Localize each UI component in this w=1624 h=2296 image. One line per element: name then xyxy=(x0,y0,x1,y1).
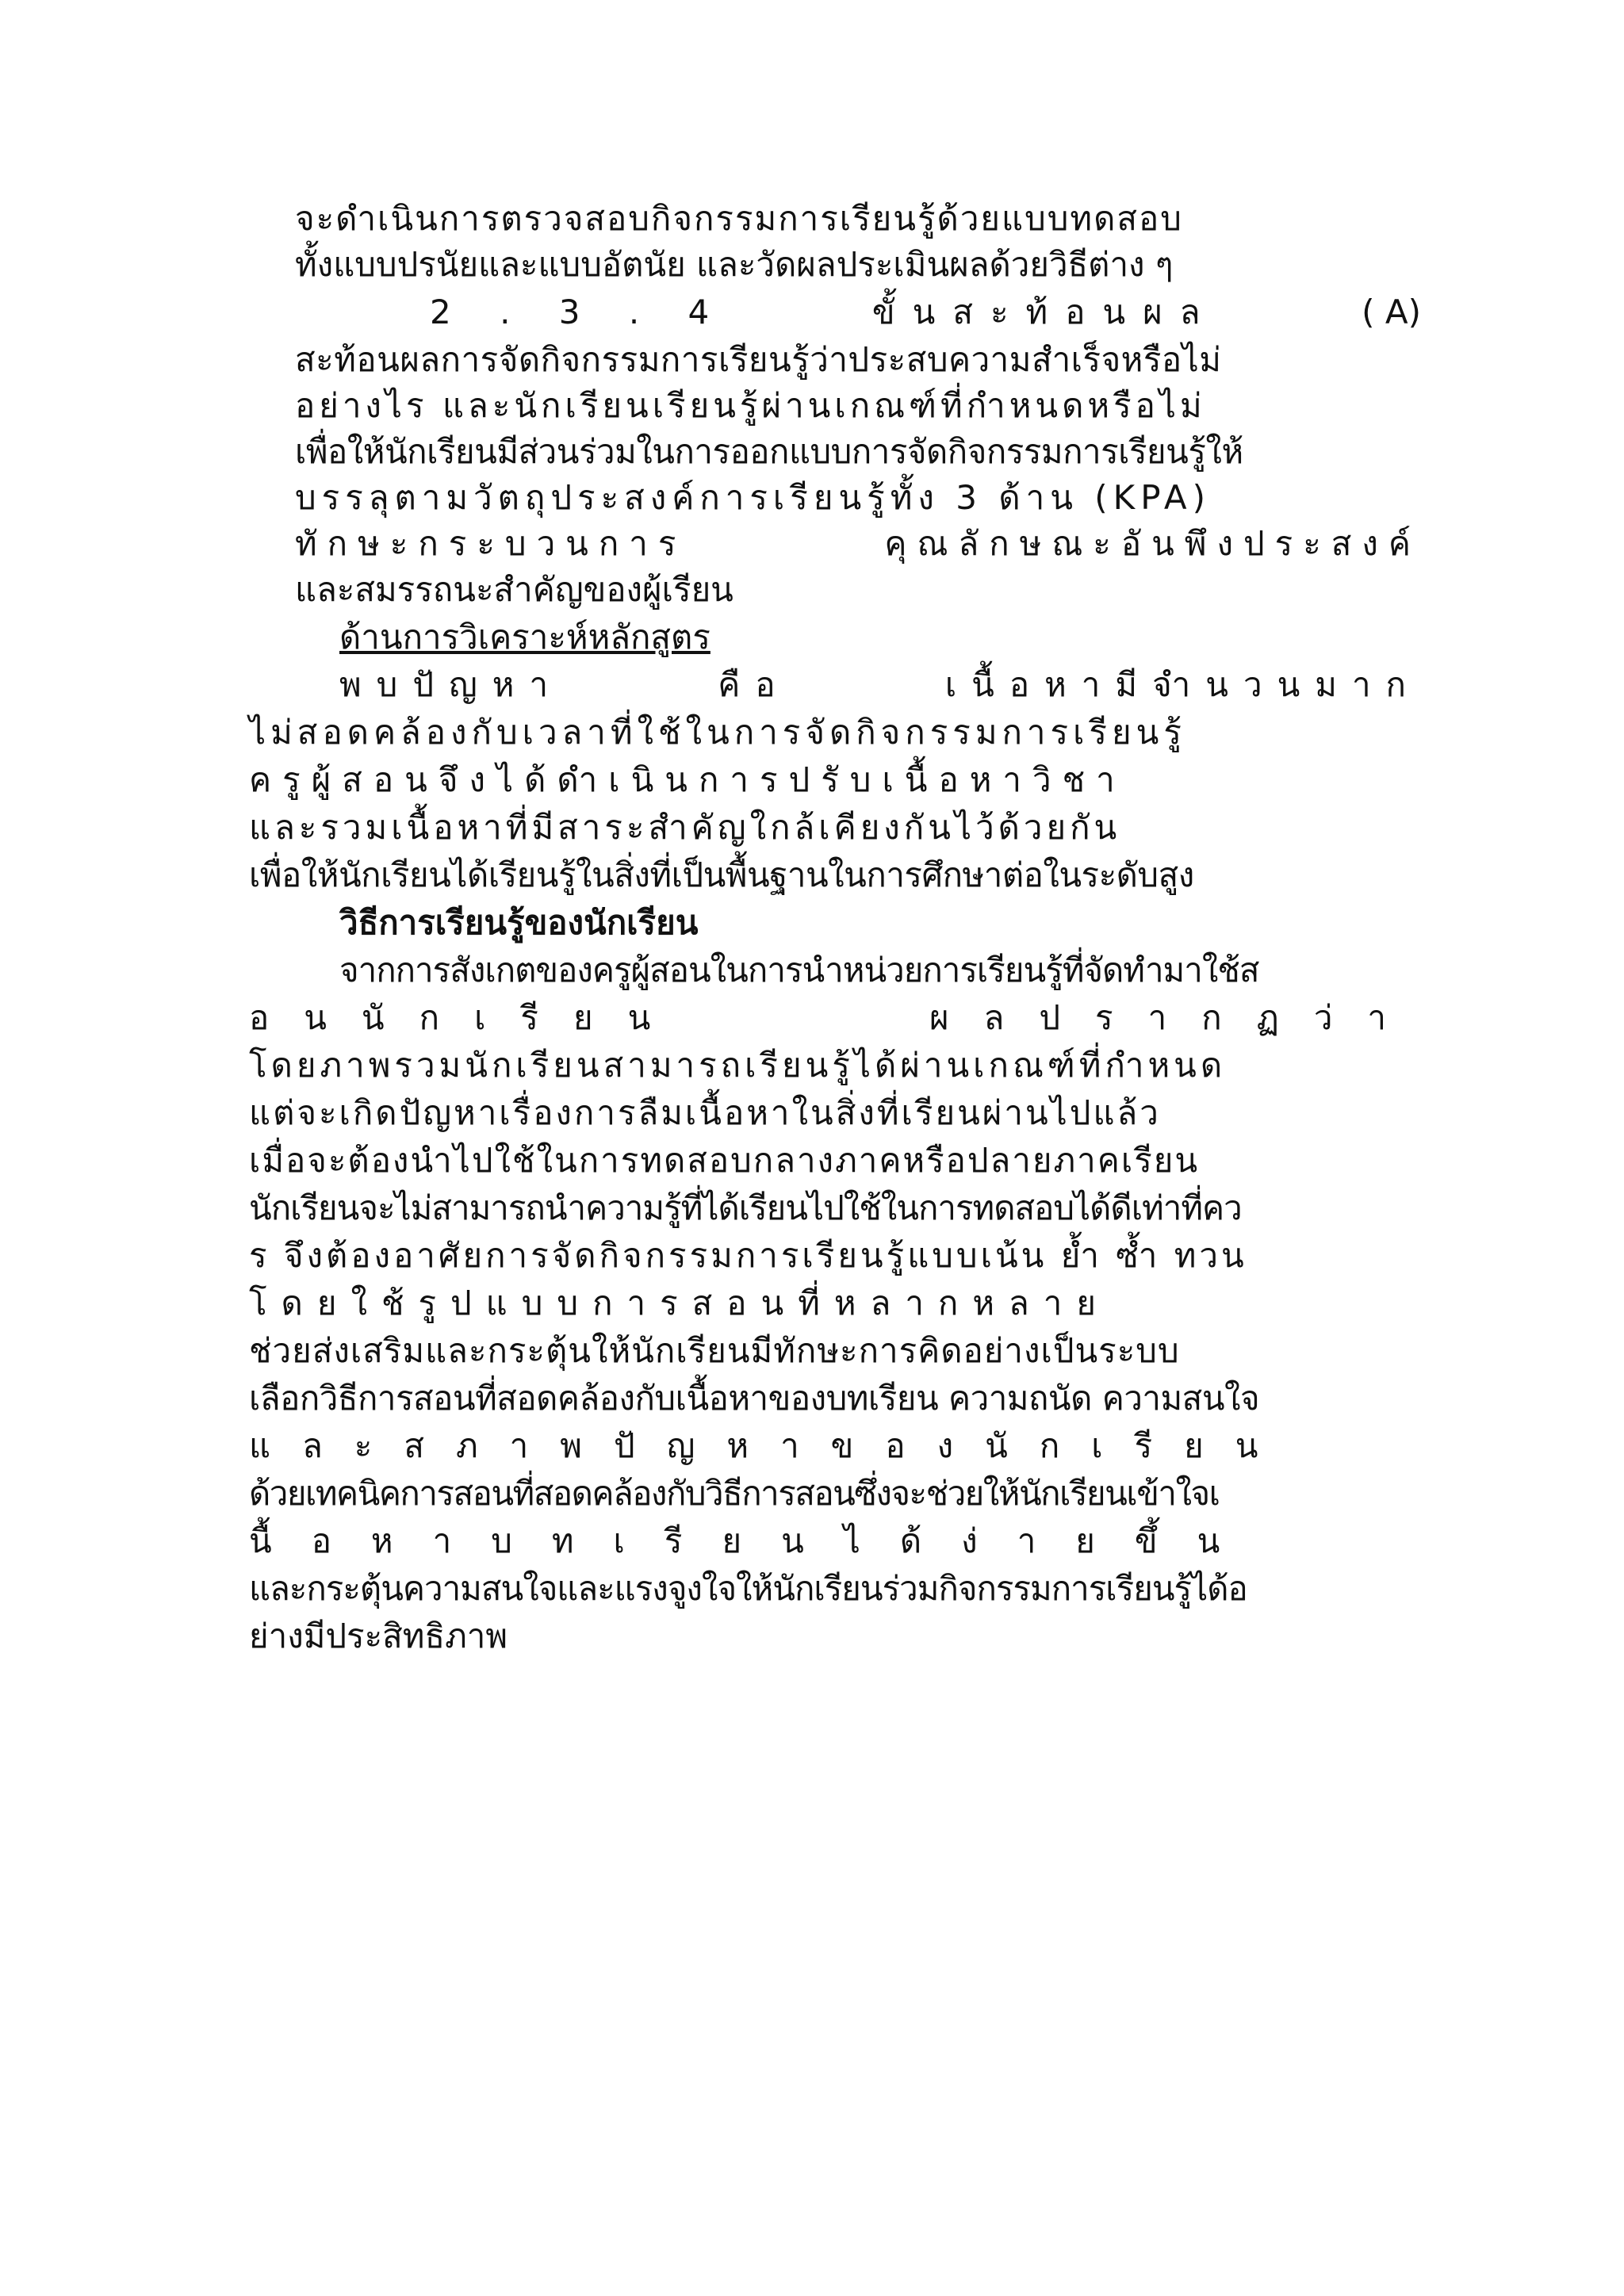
section-code: ( A) xyxy=(1362,293,1421,331)
text-segment: คุณลักษณะอันพึงประสงค์ xyxy=(884,524,1421,563)
text-line: เพื่อให้นักเรียนได้เรียนรู้ในสิ่งที่เป็นพื้นฐานในการศึกษาต่อในระดับสูง xyxy=(249,855,1194,894)
text-line: ไม่สอดคล้องกับเวลาที่ใช้ในการจัดกิจกรรมการเรียนรู้ xyxy=(249,713,1186,752)
justified-line xyxy=(249,996,1421,1040)
text-line: สะท้อนผลการจัดกิจกรรมการเรียนรู้ว่าประสบความสำเร็จหรือไม่ xyxy=(295,340,1222,379)
text-line: ช่วยส่งเสริมและกระตุ้นให้นักเรียนมีทักษะการคิดอย่างเป็นระบบ xyxy=(249,1331,1180,1370)
text-line: บรรลุตามวัตถุประสงค์การเรียนรู้ทั้ง 3 ด้าน (KPA) xyxy=(295,478,1211,517)
text-line: เมื่อจะต้องนำไปใช้ในการทดสอบกลางภาคหรือปลายภาคเรียน xyxy=(249,1141,1200,1180)
justified-line xyxy=(295,522,1421,566)
text-line: ครูผู้สอนจึงได้ดำเนินการปรับเนื้อหาวิชา xyxy=(249,760,1126,799)
text-line: เลือกวิธีการสอนที่สอดคล้องกับเนื้อหาของบทเรียน ความถนัด ความสนใจ xyxy=(249,1379,1260,1418)
text-segment: คือ xyxy=(718,665,791,704)
text-segment: ผลปรากฏว่า xyxy=(929,998,1421,1037)
justified-line xyxy=(339,663,1421,707)
subheading-curriculum-analysis: ด้านการวิเคราะห์หลักสูตร xyxy=(339,618,710,656)
section-number: 2 . 3 . 4 xyxy=(430,293,729,331)
text-line: ร จึงต้องอาศัยการจัดกิจกรรมการเรียนรู้แบบเน้น ย้ำ ซ้ำ ทวน xyxy=(249,1236,1247,1275)
text-line: โดยใช้รูปแบบการสอนที่หลากหลาย xyxy=(249,1284,1110,1322)
text-line: และสมรรถนะสำคัญของผู้เรียน xyxy=(295,570,733,609)
text-segment: พบปัญหา xyxy=(339,665,564,704)
text-line: และรวมเนื้อหาที่มีสาระสำคัญใกล้เคียงกันไว้ด้วยกัน xyxy=(249,808,1121,847)
text-line: ด้วยเทคนิคการสอนที่สอดคล้องกับวิธีการสอนซึ่งจะช่วยให้นักเรียนเข้าใจเ xyxy=(249,1474,1220,1513)
text-line: และสภาพปัญหาของนักเรียน xyxy=(249,1426,1290,1465)
text-line: เพื่อให้นักเรียนมีส่วนร่วมในการออกแบบการจัดกิจกรรมการเรียนรู้ให้ xyxy=(295,432,1243,471)
text-line: นักเรียนจะไม่สามารถนำความรู้ที่ได้เรียนไปใช้ในการทดสอบได้ดีเท่าที่คว xyxy=(249,1188,1242,1227)
text-line: ทั้งแบบปรนัยและแบบอัตนัย และวัดผลประเมินผลด้วยวิธีต่าง ๆ xyxy=(295,245,1174,284)
text-segment: ทักษะกระบวนการ xyxy=(295,524,687,563)
section-heading-line xyxy=(295,290,1421,335)
subheading-student-learning: วิธีการเรียนรู้ของนักเรียน xyxy=(339,903,699,942)
text-line: จากการสังเกตของครูผู้สอนในการนำหน่วยการเรียนรู้ที่จัดทำมาใช้ส xyxy=(339,951,1259,989)
text-line: อย่างไร และนักเรียนเรียนรู้ผ่านเกณฑ์ที่กำหนดหรือไม่ xyxy=(295,386,1206,425)
section-title: ขั้นสะท้อนผล xyxy=(871,293,1218,331)
text-line: และกระตุ้นความสนใจและแรงจูงใจให้นักเรียนร่วมกิจกรรมการเรียนรู้ได้อ xyxy=(249,1569,1247,1608)
text-segment: อนนักเรียน xyxy=(249,998,686,1037)
text-line: จะดำเนินการตรวจสอบกิจกรรมการเรียนรู้ด้วยแบบทดสอบ xyxy=(295,199,1183,238)
text-line: นื้อหาบทเรียนได้ง่ายขึ้น xyxy=(249,1521,1260,1560)
text-line: ย่างมีประสิทธิภาพ xyxy=(249,1617,508,1655)
text-line: โดยภาพรวมนักเรียนสามารถเรียนรู้ได้ผ่านเกณฑ์ที่กำหนด xyxy=(249,1046,1227,1085)
text-line: แต่จะเกิดปัญหาเรื่องการลืมเนื้อหาในสิ่งที่เรียนผ่านไปแล้ว xyxy=(249,1093,1161,1132)
text-segment: เนื้อหามีจำนวนมาก xyxy=(944,665,1421,704)
